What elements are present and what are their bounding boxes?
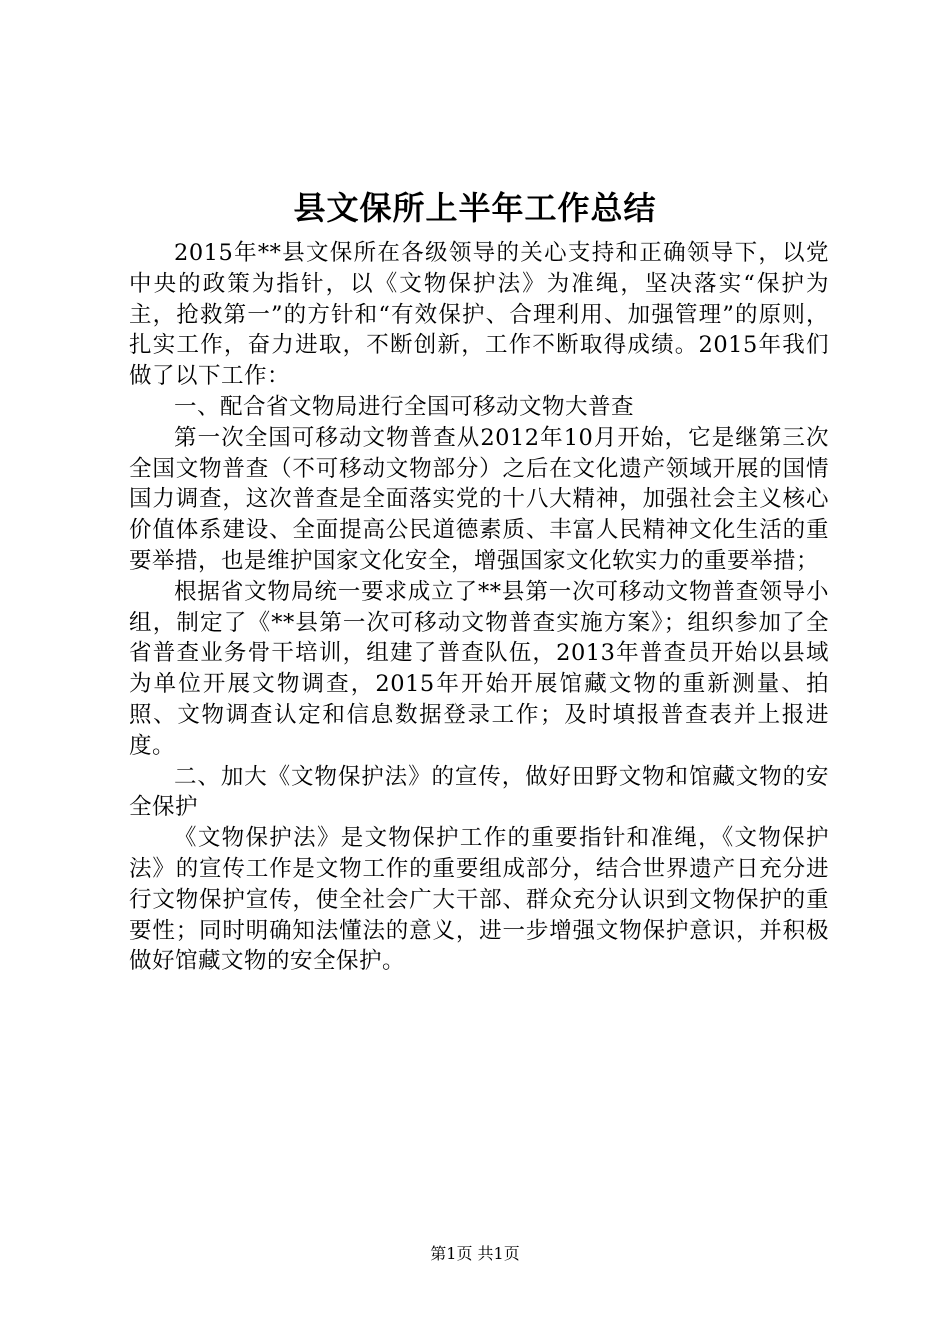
section-2-paragraph-1: 《文物保护法》是文物保护工作的重要指针和准绳，《文物保护法》的宣传工作是文物工作的重要组成部分，结合世界遗产日充分进行文物保护宣传，使全社会广大干部、群众充分认识到文物保护的重要性；同时明确知法懂法的意义，进一步增强文物保护意识，并积极做好馆藏文物的安全保护。 [129, 825, 829, 975]
page-footer: 第1页 共1页 [430, 1244, 520, 1263]
section-1-paragraph-2: 根据省文物局统一要求成立了**县第一次可移动文物普查领导小组，制定了《**县第一次可移动文物普查实施方案》；组织参加了全省普查业务骨干培训，组建了普查队伍，2013年普查员开始以县域为单位开展文物调查，2015年开始开展馆藏文物的重新测量、拍照、文物调查认定和信息数据登录工作；及时填报普查表并上报进度。 [129, 578, 829, 759]
intro-paragraph: 2015年**县文保所在各级领导的关心支持和正确领导下，以党中央的政策为指针，以《文物保护法》为准绳，坚决落实“保护为主，抢救第一”的方针和“有效保护、合理利用、加强管理”的原则，扎实工作，奋力进取，不断创新，工作不断取得成绩。2015年我们做了以下工作： [129, 240, 829, 390]
section-heading-2: 二、加大《文物保护法》的宣传，做好田野文物和馆藏文物的安全保护 [129, 763, 829, 821]
section-heading-1: 一、配合省文物局进行全国可移动文物大普查 [174, 393, 635, 420]
section-1-paragraph-1: 第一次全国可移动文物普查从2012年10月开始，它是继第三次全国文物普查（不可移动文物部分）之后在文化遗产领域开展的国情国力调查，这次普查是全面落实党的十八大精神，加强社会主义核心价值体系建设、全面提高公民道德素质、丰富人民精神文化生活的重要举措，也是维护国家文化安全，增强国家文化软实力的重要举措； [129, 424, 829, 574]
document-title: 县文保所上半年工作总结 [293, 189, 657, 227]
document-body [129, 238, 829, 977]
